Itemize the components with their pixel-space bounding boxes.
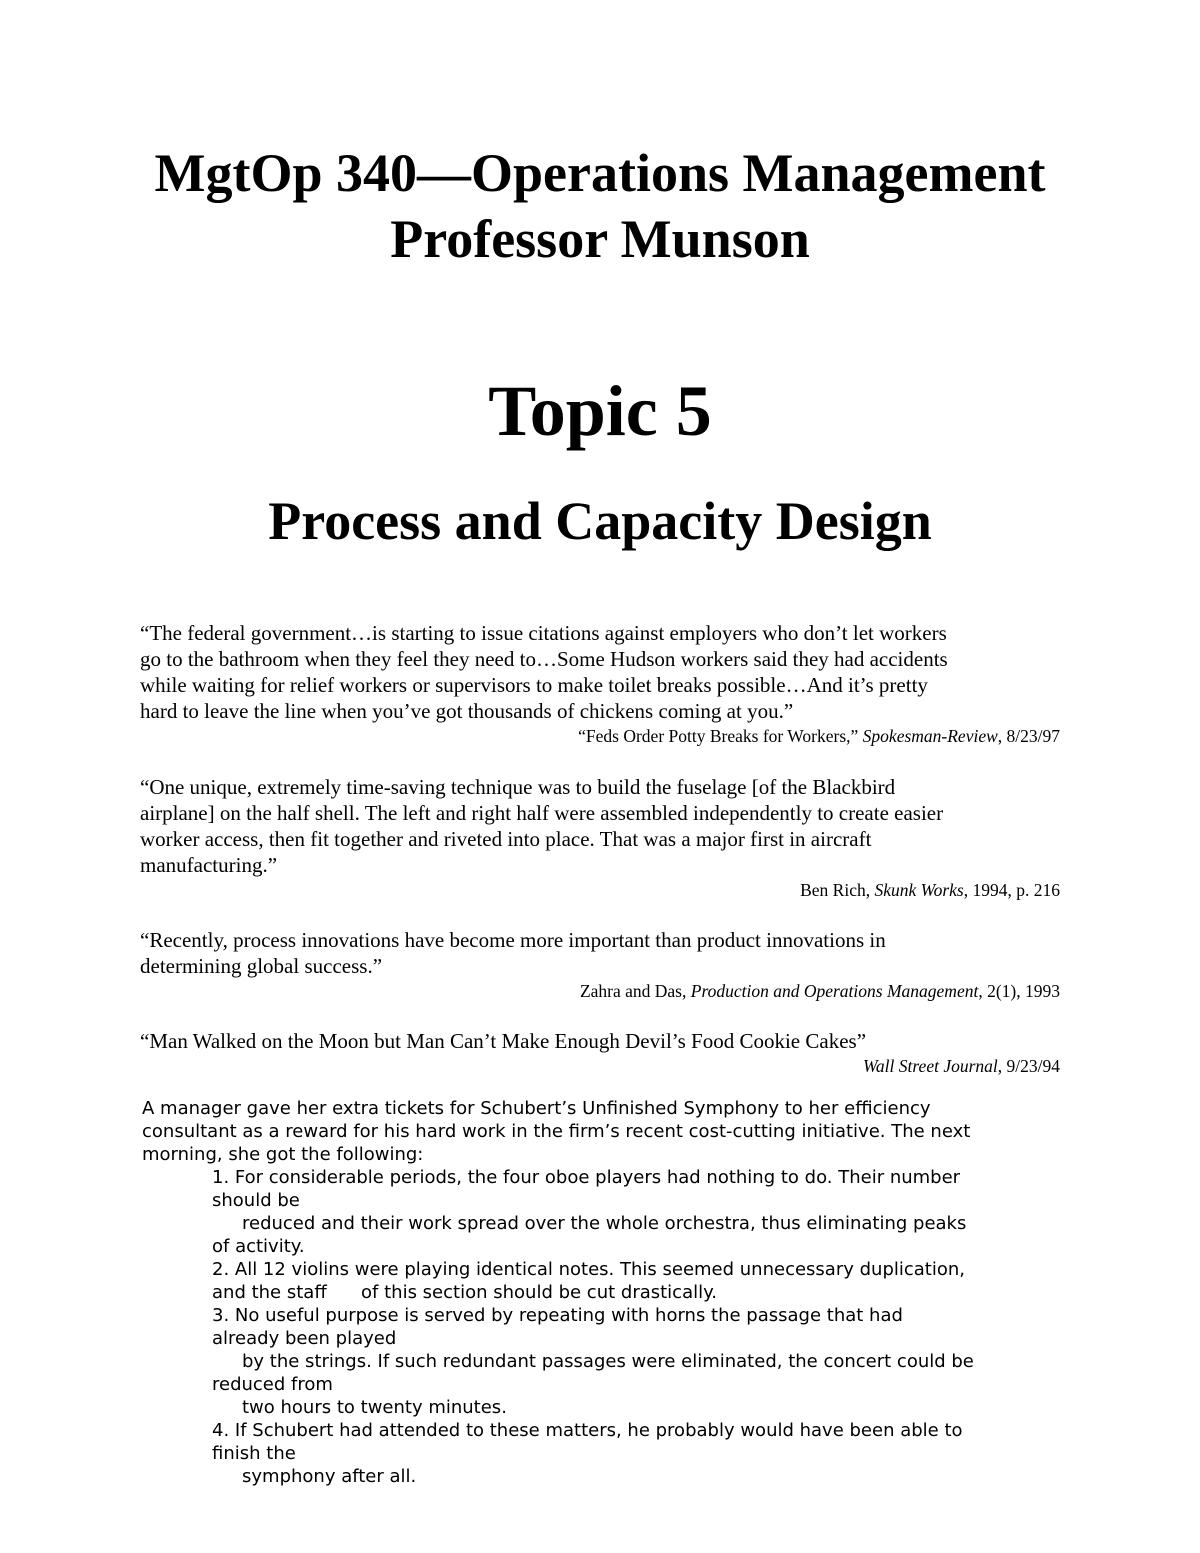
source-text: Zahra and Das, [579,981,691,1001]
topic-title: Process and Capacity Design [268,491,932,551]
topic-number: Topic 5 [488,371,712,451]
source-publication: Spokesman-Review [862,726,998,746]
story-item-1 [142,1166,1062,1258]
quote-source [140,878,1060,902]
quote-4 [140,1028,1060,1078]
story-item-line: finish the [212,1443,296,1464]
source-date: , 8/23/97 [997,726,1060,746]
source-date: , 2(1), 1993 [978,981,1060,1001]
story-item-3 [142,1304,1062,1419]
story-item-line: and the staff of this section should be cut drastically. [212,1282,717,1303]
source-date: , 9/23/94 [997,1056,1060,1076]
story-item-line: should be [212,1190,300,1211]
source-date: , 1994, p. 216 [963,880,1060,900]
story-item-4 [142,1419,1062,1488]
quote-line: airplane] on the half shell. The left and right half were assembled independently to create easier [140,801,944,825]
story-item-line: two hours to twenty minutes. [242,1397,507,1418]
story-item-line: 3. No useful purpose is served by repeating with horns the passage that had [212,1305,903,1326]
quote-line: manufacturing.” [140,853,278,877]
quote-line: while waiting for relief workers or supervisors to make toilet breaks possible…And it’s pretty [140,673,928,697]
efficiency-story [142,1097,1062,1488]
story-intro-line: A manager gave her extra tickets for Schubert’s Unfinished Symphony to her efficiency [142,1098,931,1119]
quote-1 [140,620,1060,748]
story-item-line: by the strings. If such redundant passages were eliminated, the concert could be [242,1351,974,1372]
source-publication: Wall Street Journal [862,1056,998,1076]
quote-line: “Man Walked on the Moon but Man Can’t Make Enough Devil’s Food Cookie Cakes” [140,1029,867,1053]
course-header [0,140,1200,272]
story-item-line: reduced from [212,1374,333,1395]
source-publication: Production and Operations Management [690,981,979,1001]
story-item-line: 2. All 12 violins were playing identical notes. This seemed unnecessary duplication, [212,1259,965,1280]
professor-name: Professor Munson [390,209,810,269]
story-intro-line: morning, she got the following: [142,1144,424,1165]
quote-source [140,979,1060,1003]
story-item-line: of activity. [212,1236,305,1257]
quote-line: “The federal government…is starting to issue citations against employers who don’t let workers [140,621,947,645]
quote-source [140,1054,1060,1078]
quote-line: hard to leave the line when you’ve got thousands of chickens coming at you.” [140,699,794,723]
story-item-line: 1. For considerable periods, the four oboe players had nothing to do. Their number [212,1167,961,1188]
quote-3 [140,927,1060,1003]
source-text: “Feds Order Potty Breaks for Workers,” [578,726,863,746]
story-item-line: already been played [212,1328,397,1349]
story-item-2 [142,1258,1062,1304]
quote-line: “One unique, extremely time-saving technique was to build the fuselage [of the Blackbird [140,775,896,799]
story-item-line: reduced and their work spread over the whole orchestra, thus eliminating peaks [242,1213,967,1234]
quote-line: “Recently, process innovations have become more important than product innovations in [140,928,886,952]
quote-2 [140,774,1060,902]
quote-source [140,724,1060,748]
quote-line: worker access, then fit together and riveted into place. That was a major first in aircraft [140,827,872,851]
story-item-line: 4. If Schubert had attended to these matters, he probably would have been able to [212,1420,963,1441]
story-item-line: symphony after all. [242,1466,417,1487]
story-intro-line: consultant as a reward for his hard work in the firm’s recent cost-cutting initiative. The next [142,1121,971,1142]
quote-line: go to the bathroom when they feel they need to…Some Hudson workers said they had accidents [140,647,948,671]
source-text: Ben Rich, [800,880,875,900]
quote-line: determining global success.” [140,954,383,978]
course-title: MgtOp 340—Operations Management [154,143,1046,203]
source-publication: Skunk Works [874,880,964,900]
